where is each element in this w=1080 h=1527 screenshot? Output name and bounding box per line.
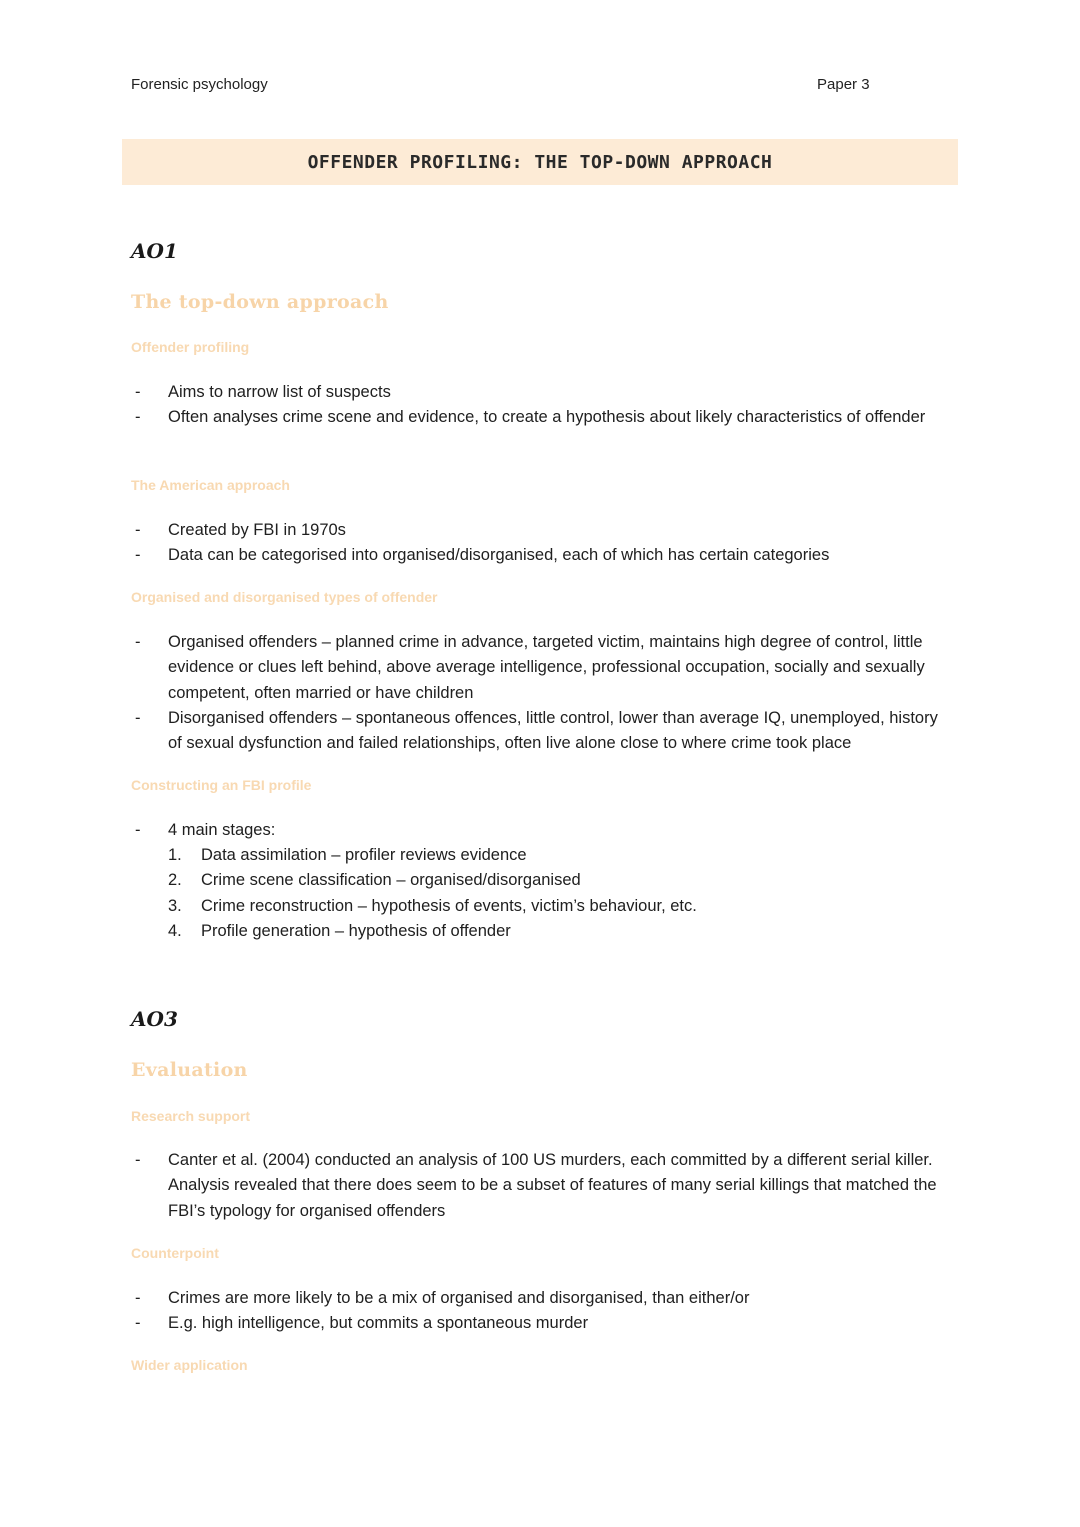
- subheading-offender-profiling: Offender profiling: [131, 339, 250, 355]
- ao3-heading: Evaluation: [131, 1059, 248, 1081]
- bullet-list: [0, 1148, 948, 1224]
- ao1-heading: The top-down approach: [131, 291, 389, 313]
- subheading-american-approach: The American approach: [131, 477, 290, 493]
- title-band: [122, 139, 958, 185]
- subheading-wider-application: Wider application: [131, 1357, 248, 1373]
- subheading-research-support: Research support: [131, 1108, 251, 1124]
- bullet-list: [0, 380, 948, 431]
- list-item: - Crimes are more likely to be a mix of organised and disorganised, than either/or: [135, 1289, 750, 1307]
- stage-item: 4. Profile generation – hypothesis of offender: [168, 921, 511, 940]
- subheading-counterpoint: Counterpoint: [131, 1245, 219, 1261]
- list-item: - Aims to narrow list of suspects: [135, 383, 391, 401]
- list-item: - Disorganised offenders – spontaneous offences, little control, lower than average IQ, unemployed, history of sexual dysfunction and failed relationships, often live alone close to where crime took place: [135, 708, 938, 753]
- list-item: - Data can be categorised into organised/disorganised, each of which has certain categories: [135, 546, 830, 565]
- list-item: - Often analyses crime scene and evidence, to create a hypothesis about likely characteristics of offender: [135, 408, 926, 427]
- stage-item: 2. Crime scene classification – organised/disorganised: [168, 871, 581, 890]
- ao1-label: AO1: [131, 239, 178, 263]
- subheading-offender-types: Organised and disorganised types of offender: [131, 589, 438, 605]
- ao3-label: AO3: [131, 1007, 178, 1031]
- stage-item: 1. Data assimilation – profiler reviews evidence: [168, 846, 527, 864]
- subheading-fbi-profile: Constructing an FBI profile: [131, 777, 312, 793]
- list-item: - 4 main stages:: [135, 821, 276, 839]
- list-item: - E.g. high intelligence, but commits a spontaneous murder: [135, 1314, 589, 1333]
- page-title: OFFENDER PROFILING: THE TOP-DOWN APPROACH: [307, 151, 773, 173]
- header-paper: Paper 3: [817, 76, 870, 93]
- stage-list: [0, 843, 961, 944]
- list-item: - Canter et al. (2004) conducted an analysis of 100 US murders, each committed by a different serial killer. Analysis revealed that there does seem to be a subset of features of many serial killings that matched the FBI’s typology for organised offenders: [135, 1151, 937, 1220]
- list-item: - Organised offenders – planned crime in advance, targeted victim, maintains high degree of control, little evidence or clues left behind, above average intelligence, professional occupation, socially and sexually competent, often married or have children: [135, 633, 925, 702]
- list-item: - Created by FBI in 1970s: [135, 521, 346, 539]
- header-subject: Forensic psychology: [131, 76, 268, 93]
- bullet-list: [0, 1286, 948, 1337]
- bullet-list: [0, 518, 948, 569]
- bullet-list: [0, 630, 948, 756]
- stage-item: 3. Crime reconstruction – hypothesis of events, victim’s behaviour, etc.: [168, 896, 697, 915]
- bullet-list: [0, 818, 948, 843]
